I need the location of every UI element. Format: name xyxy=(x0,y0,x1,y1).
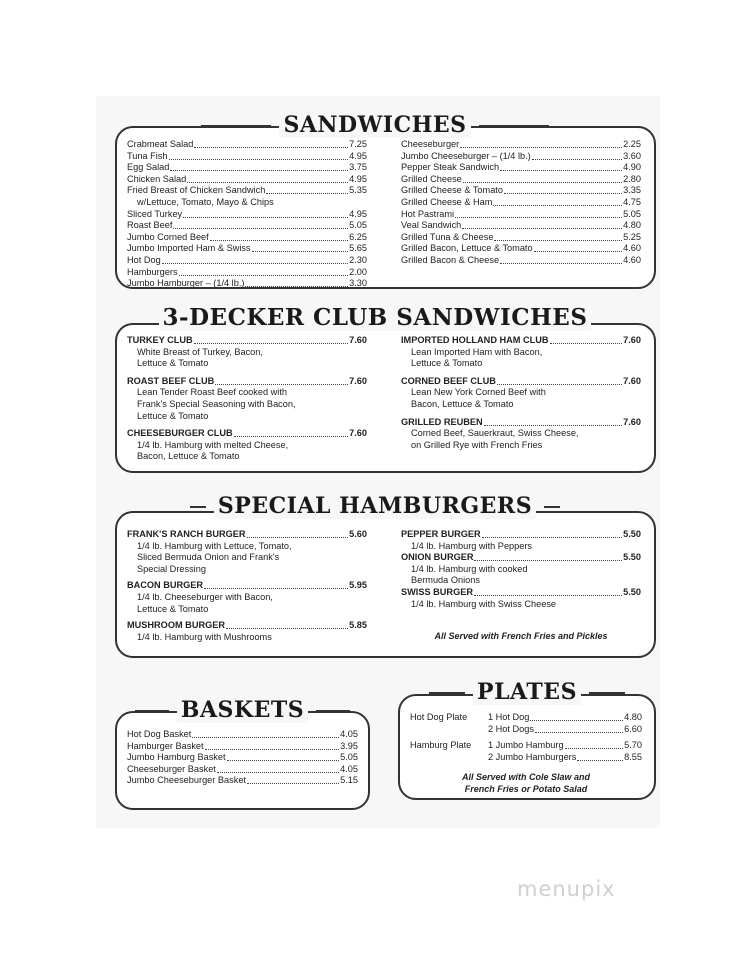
item-name: GRILLED REUBEN xyxy=(401,416,483,427)
item-name: Grilled Tuna & Cheese xyxy=(401,231,494,242)
item-name: 2 Hot Dogs xyxy=(488,723,534,734)
menu-item-row xyxy=(401,587,641,599)
item-description: Lettuce & Tomato xyxy=(137,410,209,421)
leader-dots xyxy=(565,740,624,749)
baskets-title-wrap xyxy=(115,697,370,723)
item-description: White Breast of Turkey, Bacon, xyxy=(137,346,263,357)
item-name: Fried Breast of Chicken Sandwich xyxy=(127,185,266,196)
item-description: Lean Imported Ham with Bacon, xyxy=(411,346,543,357)
menu-item-row xyxy=(127,162,367,174)
plates-note-line-2: French Fries or Potato Salad xyxy=(464,784,588,794)
item-price: 5.85 xyxy=(349,620,367,631)
club-right-column xyxy=(401,335,641,451)
item-description: Corned Beef, Sauerkraut, Swiss Cheese, xyxy=(411,428,579,439)
plates-note-line-1: All Served with Cole Slaw and xyxy=(461,772,591,782)
leader-dots xyxy=(217,764,339,773)
menu-item-row xyxy=(127,775,358,787)
item-name: Crabmeat Salad xyxy=(127,139,194,149)
leader-dots xyxy=(204,580,348,589)
hamburgers-right-column xyxy=(401,529,641,610)
item-price: 2.00 xyxy=(349,266,367,277)
menu-item-row xyxy=(401,220,641,232)
leader-dots xyxy=(194,335,348,344)
title-rule-left xyxy=(201,125,271,127)
sandwiches-title: SANDWICHES xyxy=(279,112,470,138)
item-name: TURKEY CLUB xyxy=(127,335,193,345)
menu-item-row xyxy=(127,376,367,388)
menu-item-row xyxy=(127,278,367,290)
item-name: Grilled Bacon & Cheese xyxy=(401,254,500,265)
club-left-column xyxy=(127,335,367,463)
title-rule-right xyxy=(544,506,560,508)
item-price: 4.95 xyxy=(349,150,367,161)
baskets-title: BASKETS xyxy=(177,697,308,723)
leader-dots xyxy=(162,255,348,264)
item-price: 2.30 xyxy=(349,254,367,265)
leader-dots xyxy=(227,752,340,761)
leader-dots xyxy=(535,724,623,733)
leader-dots xyxy=(463,174,622,183)
item-price: 7.60 xyxy=(349,335,367,345)
club-title: 3-DECKER CLUB SANDWICHES xyxy=(159,304,592,331)
menu-item-row xyxy=(488,740,642,752)
item-name: Jumbo Hamburg Basket xyxy=(127,752,226,763)
menu-item-row xyxy=(127,620,367,632)
item-description: Sliced Bermuda Onion and Frank's xyxy=(137,552,280,563)
leader-dots xyxy=(532,151,622,160)
menu-item-row xyxy=(401,197,641,209)
item-price: 7.60 xyxy=(623,416,641,427)
title-rule-left xyxy=(429,692,465,694)
leader-dots xyxy=(550,335,623,344)
menu-item-row xyxy=(127,580,367,592)
item-name: Egg Salad xyxy=(127,162,170,173)
item-name: Grilled Cheese & Tomato xyxy=(401,185,503,196)
leader-dots xyxy=(173,220,348,229)
item-price: 5.95 xyxy=(349,580,367,591)
menu-item-row xyxy=(401,162,641,174)
title-rule-left xyxy=(135,710,169,712)
plates-list xyxy=(410,712,642,768)
item-price: 5.05 xyxy=(340,752,358,763)
item-price: 5.70 xyxy=(624,740,642,751)
item-price: 4.75 xyxy=(623,196,641,207)
item-name: Hamburgers xyxy=(127,266,178,277)
leader-dots xyxy=(169,151,349,160)
sandwiches-right-column xyxy=(401,139,641,267)
leader-dots xyxy=(497,376,622,385)
item-name: Chicken Salad xyxy=(127,173,187,184)
leader-dots xyxy=(252,243,349,252)
leader-dots xyxy=(226,620,348,629)
menu-item-row xyxy=(127,151,367,163)
menu-item-row xyxy=(488,752,642,764)
menu-item-row xyxy=(401,185,641,197)
menupix-watermark: menupix xyxy=(517,877,616,901)
plates-note xyxy=(410,771,642,795)
item-name: Grilled Bacon, Lettuce & Tomato xyxy=(401,243,533,254)
item-price: 7.60 xyxy=(349,375,367,386)
item-description: Lean Tender Roast Beef cooked with xyxy=(137,387,287,398)
item-name: Cheeseburger xyxy=(401,139,460,149)
leader-dots xyxy=(179,267,349,276)
plate-group xyxy=(410,740,642,763)
item-name: Roast Beef xyxy=(127,220,173,231)
item-description: 1/4 lb. Hamburg with melted Cheese, xyxy=(137,439,289,450)
menu-item-row xyxy=(401,151,641,163)
item-name: CORNED BEEF CLUB xyxy=(401,375,496,386)
leader-dots xyxy=(170,162,348,171)
menu-item-row xyxy=(401,174,641,186)
leader-dots xyxy=(187,174,348,183)
item-name: FRANK'S RANCH BURGER xyxy=(127,529,246,539)
item-price: 7.60 xyxy=(623,375,641,386)
item-price: 5.60 xyxy=(349,529,367,539)
item-name: 1 Jumbo Hamburg xyxy=(488,740,564,751)
menu-item-row xyxy=(127,335,367,347)
menu-item-row xyxy=(127,529,367,541)
plate-group xyxy=(410,712,642,735)
leader-dots xyxy=(530,712,623,721)
item-description: 1/4 lb. Hamburg with Lettuce, Tomato, xyxy=(137,540,292,551)
menu-item-row xyxy=(401,376,641,388)
item-name: Hot Dog Basket xyxy=(127,729,192,739)
item-price: 5.15 xyxy=(340,775,358,786)
menu-item-row xyxy=(401,255,641,267)
item-price: 4.05 xyxy=(340,729,358,739)
menu-item-row xyxy=(401,417,641,429)
leader-dots xyxy=(192,729,339,738)
item-price: 5.05 xyxy=(349,220,367,231)
baskets-list xyxy=(127,729,358,787)
item-description: Special Dressing xyxy=(137,563,206,574)
item-price: 6.60 xyxy=(624,723,642,734)
item-name: Cheeseburger Basket xyxy=(127,763,216,774)
leader-dots xyxy=(462,220,622,229)
plate-options xyxy=(488,740,642,763)
menu-item-row xyxy=(401,232,641,244)
item-price: 2.80 xyxy=(623,173,641,184)
leader-dots xyxy=(474,587,622,596)
item-name: IMPORTED HOLLAND HAM CLUB xyxy=(401,335,549,345)
menu-item-row xyxy=(401,209,641,221)
item-price: 3.35 xyxy=(623,185,641,196)
item-description: 1/4 lb. Hamburg with Peppers xyxy=(411,540,533,551)
title-rule-right xyxy=(589,692,625,694)
item-description: Bermuda Onions xyxy=(411,575,480,586)
menu-item-row xyxy=(401,529,641,541)
item-name: Pepper Steak Sandwich xyxy=(401,162,500,173)
item-name: Jumbo Cheeseburger – (1/4 lb.) xyxy=(401,150,531,161)
leader-dots xyxy=(205,741,340,750)
item-name: SWISS BURGER xyxy=(401,586,473,597)
item-name: Veal Sandwich xyxy=(401,220,462,231)
item-price: 4.95 xyxy=(349,208,367,219)
item-name: Tuna Fish xyxy=(127,150,168,161)
leader-dots xyxy=(247,529,349,538)
item-description: Bacon, Lettuce & Tomato xyxy=(411,398,514,409)
item-price: 3.95 xyxy=(340,740,358,751)
menu-item-row xyxy=(127,139,367,151)
item-price: 4.60 xyxy=(623,243,641,254)
leader-dots xyxy=(493,197,622,206)
item-name: Grilled Cheese xyxy=(401,173,462,184)
hamburgers-title: SPECIAL HAMBURGERS xyxy=(214,493,536,519)
menu-item-row xyxy=(401,243,641,255)
menu-item-row xyxy=(127,741,358,753)
hamburgers-note: All Served with French Fries and Pickles xyxy=(434,631,608,641)
menu-item-row xyxy=(127,243,367,255)
menu-item-row xyxy=(127,209,367,221)
menu-item-row xyxy=(127,267,367,279)
item-name: PEPPER BURGER xyxy=(401,529,481,539)
item-price: 5.50 xyxy=(623,586,641,597)
leader-dots xyxy=(210,232,348,241)
plates-title-wrap xyxy=(398,679,656,705)
item-description: Frank's Special Seasoning with Bacon, xyxy=(137,398,296,409)
item-name: Jumbo Corned Beef xyxy=(127,231,209,242)
item-name: Hot Dog xyxy=(127,254,161,265)
club-title-wrap xyxy=(0,304,750,331)
item-name: Hamburger Basket xyxy=(127,740,204,751)
sandwiches-left-column xyxy=(127,139,367,290)
item-description: Lettuce & Tomato xyxy=(411,358,483,369)
item-description: 1/4 lb. Hamburg with cooked xyxy=(411,563,528,574)
plate-label: Hot Dog Plate xyxy=(410,712,468,722)
item-name: 1 Hot Dog xyxy=(488,712,530,722)
item-price: 4.95 xyxy=(349,173,367,184)
leader-dots xyxy=(474,552,622,561)
hamburgers-left-column xyxy=(127,529,367,643)
item-description: Lean New York Corned Beef with xyxy=(411,387,546,398)
menu-item-row xyxy=(488,712,642,724)
leader-dots xyxy=(266,185,348,194)
leader-dots xyxy=(534,243,623,252)
item-description: on Grilled Rye with French Fries xyxy=(411,439,543,450)
leader-dots xyxy=(504,185,622,194)
item-name: Sliced Turkey xyxy=(127,208,183,219)
leader-dots xyxy=(494,232,622,241)
menu-item-row xyxy=(401,552,641,564)
item-name: Jumbo Hamburger – (1/4 lb.) xyxy=(127,278,245,289)
item-price: 5.50 xyxy=(623,552,641,563)
item-description: 1/4 lb. Cheeseburger with Bacon, xyxy=(137,591,273,602)
title-rule-right xyxy=(316,710,350,712)
menu-item-row xyxy=(127,428,367,440)
leader-dots xyxy=(500,162,622,171)
leader-dots xyxy=(183,209,348,218)
item-name: Jumbo Imported Ham & Swiss xyxy=(127,243,251,254)
item-price: 6.25 xyxy=(349,231,367,242)
item-price: 7.25 xyxy=(349,139,367,149)
sandwiches-title-wrap xyxy=(0,112,750,138)
item-price: 4.90 xyxy=(623,162,641,173)
hamburgers-title-wrap xyxy=(0,493,750,519)
leader-dots xyxy=(215,376,348,385)
leader-dots xyxy=(460,139,622,148)
item-name: BACON BURGER xyxy=(127,580,204,591)
item-price: 8.55 xyxy=(624,751,642,762)
item-description: Lettuce & Tomato xyxy=(137,358,209,369)
item-price: 5.65 xyxy=(349,243,367,254)
leader-dots xyxy=(455,209,622,218)
item-name: 2 Jumbo Hamburgers xyxy=(488,751,577,762)
menu-item-row xyxy=(127,255,367,267)
menu-item-row xyxy=(127,752,358,764)
leader-dots xyxy=(194,139,348,148)
item-name: ONION BURGER xyxy=(401,552,474,563)
leader-dots xyxy=(484,417,622,426)
menu-item-row xyxy=(127,764,358,776)
plates-title: PLATES xyxy=(473,679,581,705)
plate-label: Hamburg Plate xyxy=(410,740,472,751)
item-name: CHEESEBURGER CLUB xyxy=(127,428,233,439)
item-price: 5.50 xyxy=(623,529,641,539)
title-rule-left xyxy=(190,506,206,508)
item-price: 7.60 xyxy=(349,428,367,439)
item-description: w/Lettuce, Tomato, Mayo & Chips xyxy=(137,196,274,207)
menu-item-row xyxy=(127,174,367,186)
item-name: Grilled Cheese & Ham xyxy=(401,196,493,207)
item-description: Bacon, Lettuce & Tomato xyxy=(137,451,240,462)
item-description: 1/4 lb. Hamburg with Swiss Cheese xyxy=(411,598,557,609)
item-price: 5.35 xyxy=(349,185,367,196)
leader-dots xyxy=(500,255,622,264)
leader-dots xyxy=(245,278,348,287)
plate-options xyxy=(488,712,642,735)
item-price: 4.80 xyxy=(624,712,642,722)
item-name: MUSHROOM BURGER xyxy=(127,620,225,631)
menu-item-row xyxy=(401,139,641,151)
item-name: Jumbo Cheeseburger Basket xyxy=(127,775,246,786)
menu-item-row xyxy=(127,220,367,232)
item-price: 4.80 xyxy=(623,220,641,231)
item-description: 1/4 lb. Hamburg with Mushrooms xyxy=(137,631,272,642)
item-price: 5.05 xyxy=(623,208,641,219)
item-price: 3.60 xyxy=(623,150,641,161)
menu-item-row xyxy=(488,724,642,736)
item-name: Hot Pastrami xyxy=(401,208,455,219)
item-price: 5.25 xyxy=(623,231,641,242)
item-price: 4.60 xyxy=(623,254,641,265)
leader-dots xyxy=(482,529,622,538)
leader-dots xyxy=(577,752,623,761)
item-price: 7.60 xyxy=(623,335,641,345)
item-name: ROAST BEEF CLUB xyxy=(127,375,215,386)
item-description: Lettuce & Tomato xyxy=(137,603,209,614)
menu-item-row xyxy=(127,729,358,741)
item-price: 3.75 xyxy=(349,162,367,173)
title-rule-right xyxy=(479,125,549,127)
leader-dots xyxy=(247,775,339,784)
menu-item-row xyxy=(127,185,367,197)
menu-item-row xyxy=(127,232,367,244)
leader-dots xyxy=(234,428,348,437)
item-price: 3.30 xyxy=(349,278,367,289)
menu-item-row xyxy=(401,335,641,347)
item-price: 4.05 xyxy=(340,763,358,774)
item-price: 2.25 xyxy=(623,139,641,149)
